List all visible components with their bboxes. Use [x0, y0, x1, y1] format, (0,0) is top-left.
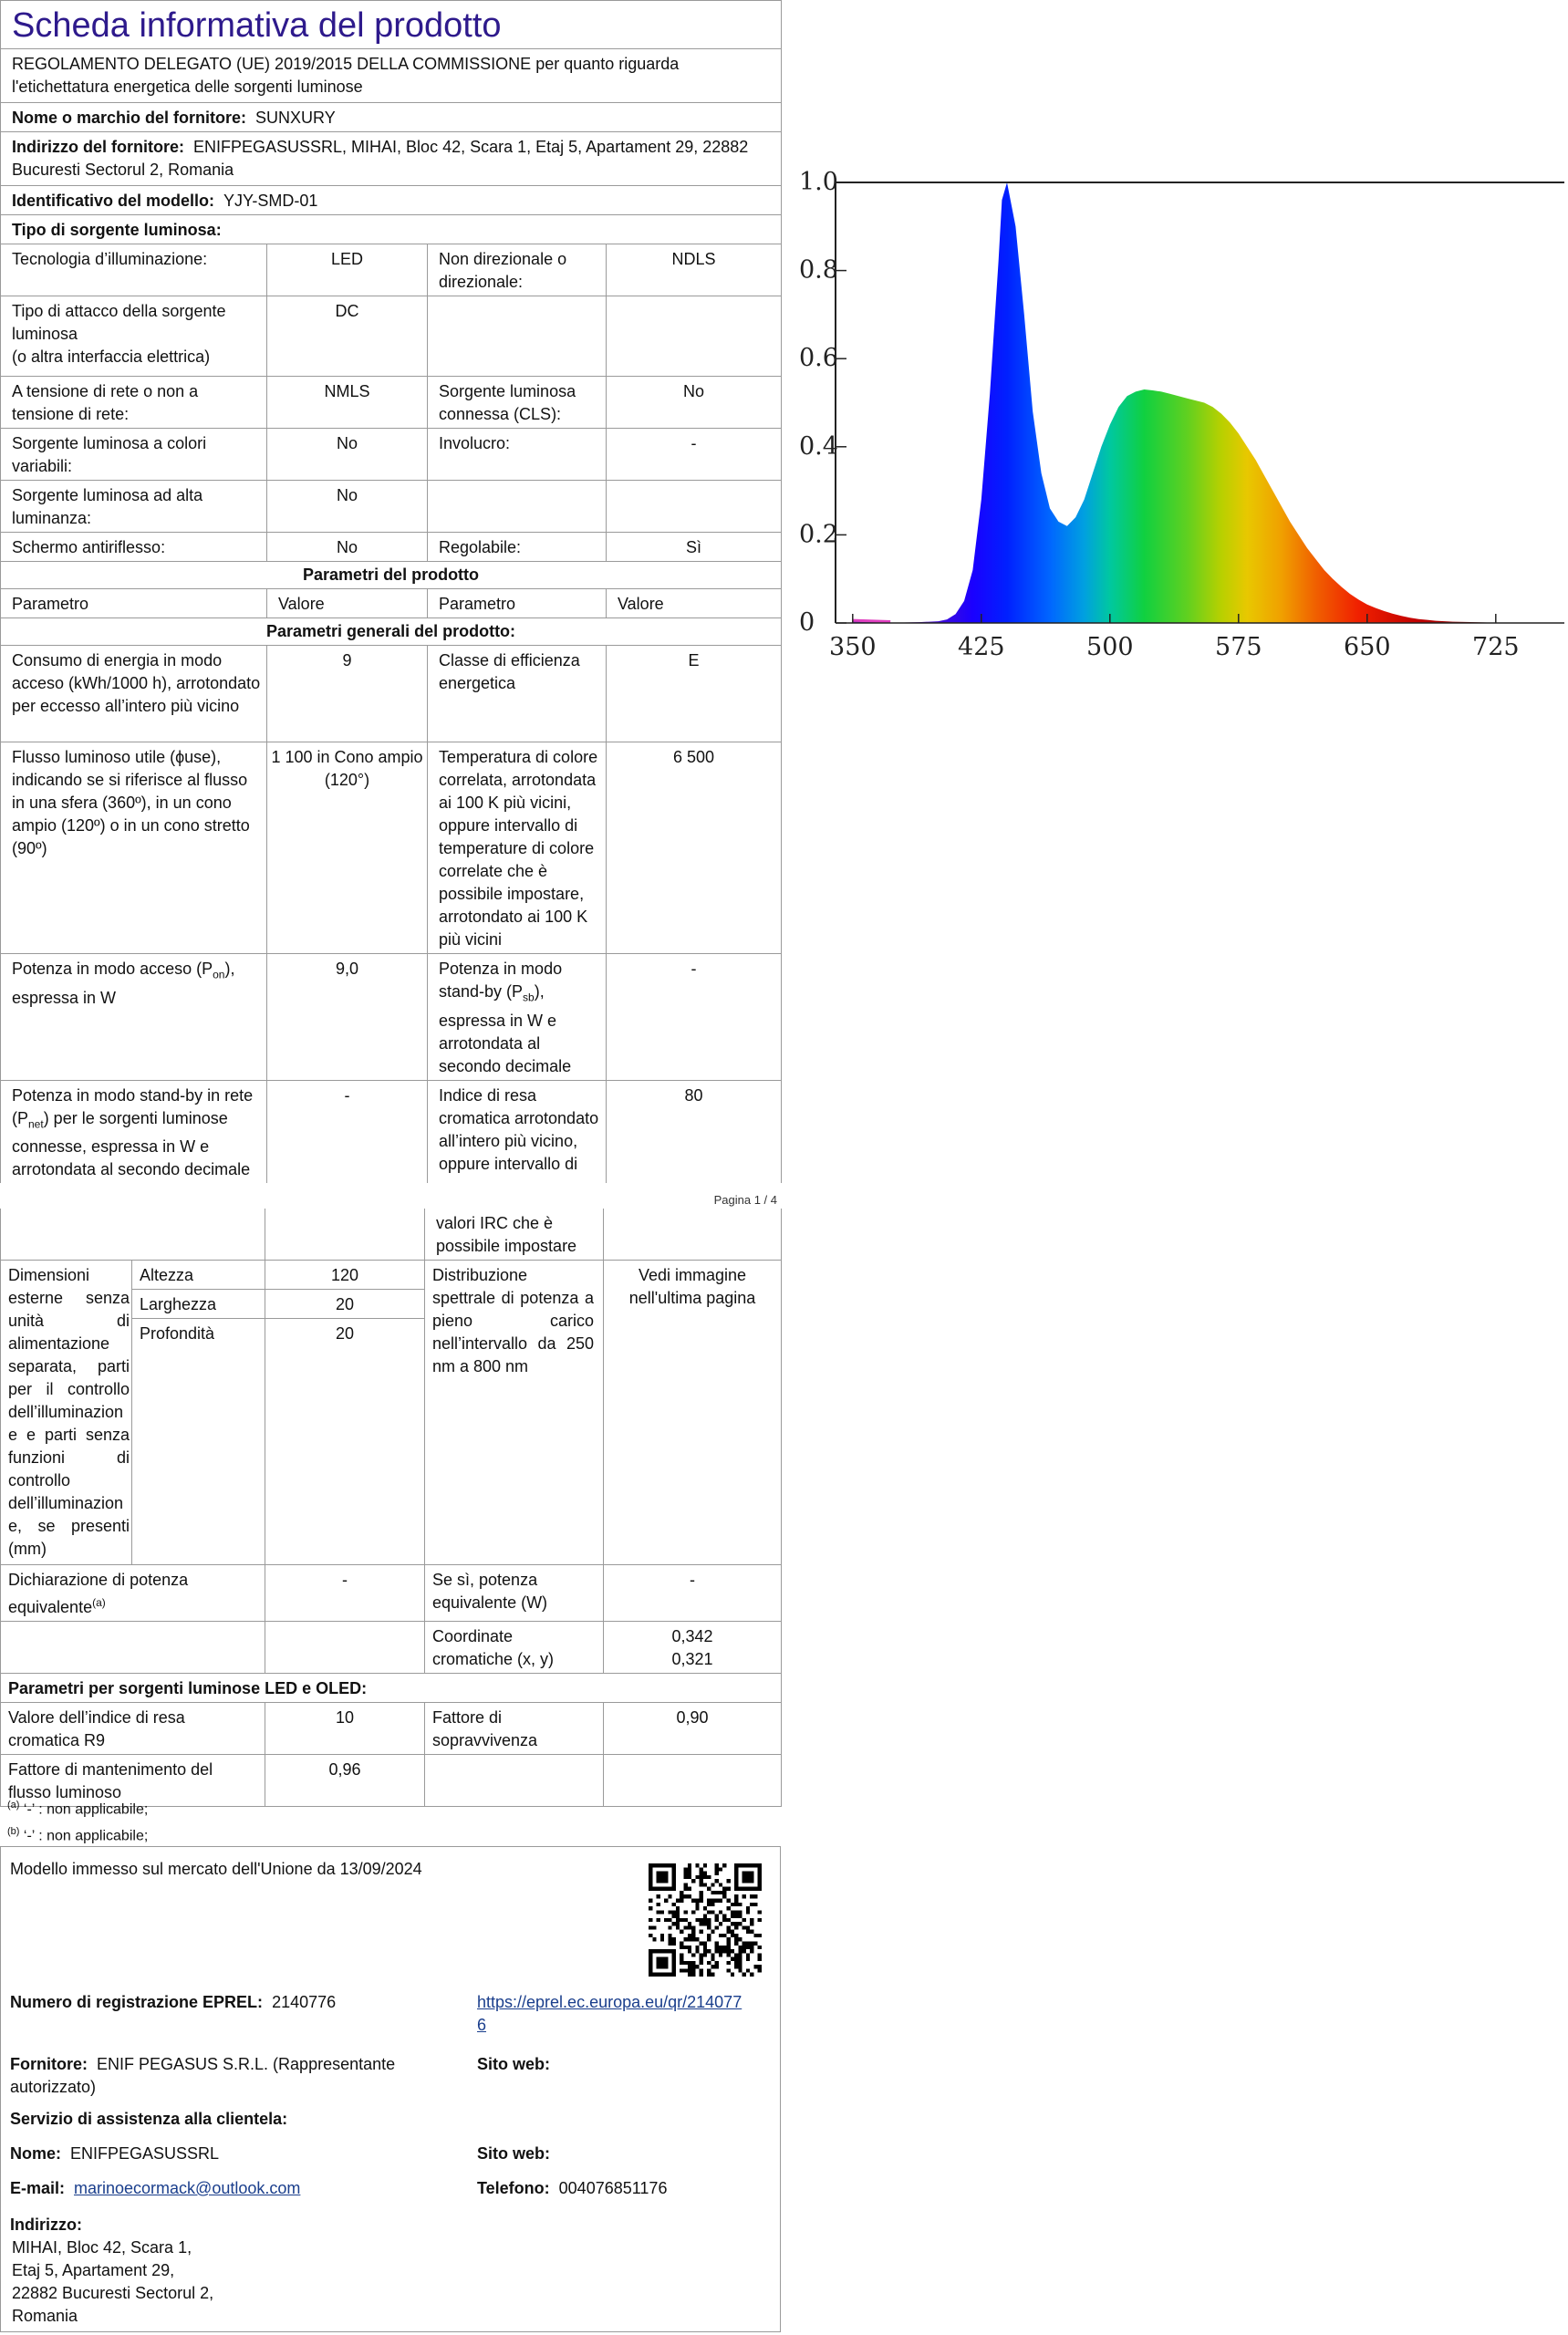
- ls-value: -: [607, 429, 782, 481]
- ls-label: Non direzionale o direzionale:: [428, 244, 607, 296]
- ls-label-sub: (o altra interfaccia elettrica): [12, 348, 211, 366]
- ls-label: Sorgente luminosa a colori variabili:: [1, 429, 267, 481]
- service-email: [10, 2177, 300, 2200]
- product-params-heading: Parametri del prodotto: [1, 562, 782, 589]
- page-title: Scheda informativa del prodotto: [1, 1, 782, 49]
- cri-label-bottom: valori IRC che è possibile impostare: [425, 1209, 604, 1261]
- ls-label: [428, 481, 607, 533]
- cri-value: 80: [607, 1080, 782, 1183]
- power-standby-sub: sb: [523, 991, 535, 1004]
- col-header-value: Valore: [267, 589, 428, 618]
- ls-value: Sì: [607, 533, 782, 562]
- service-address: [10, 2214, 213, 2328]
- depth-label: Profondità: [132, 1319, 265, 1565]
- service-phone: [477, 2177, 667, 2200]
- survival-factor-value: 0,90: [604, 1703, 782, 1755]
- ls-label: [428, 296, 607, 377]
- efficiency-class-value: E: [607, 646, 782, 742]
- footnote-b-text: ‘-’ : non applicabile;: [23, 1828, 149, 1844]
- light-source-heading: Tipo di sorgente luminosa:: [1, 215, 782, 244]
- chroma-y: 0,321: [671, 1650, 713, 1668]
- x-tick-label: 425: [958, 633, 1005, 661]
- address-line: 22882 Bucuresti Sectorul 2,: [12, 2284, 214, 2302]
- chroma-x: 0,342: [671, 1627, 713, 1645]
- height-value: 120: [265, 1261, 425, 1290]
- power-standby-label-b: ), espressa in W e arrotondata al secondo decimale: [439, 982, 572, 1075]
- power-on-value: 9,0: [267, 954, 428, 1081]
- cri-label-top: Indice di resa cromatica arrotondato all’intero più vicino, oppure intervallo di: [428, 1080, 607, 1183]
- luminous-flux-value: 1 100 in Cono ampio (120°): [267, 742, 428, 954]
- footnote-a-text: ‘-’ : non applicabile;: [23, 1801, 149, 1818]
- eprel-label: Numero di registrazione EPREL:: [10, 1993, 264, 2011]
- supplier-name-label: Nome o marchio del fornitore:: [12, 109, 247, 127]
- x-tick-label: 350: [829, 633, 877, 661]
- supplier-name-row: [1, 103, 782, 132]
- service-heading: [10, 2108, 296, 2131]
- service-heading-text: Servizio di assistenza alla clientela:: [10, 2110, 288, 2128]
- col-header-param: Parametro: [1, 589, 267, 618]
- flux-maintenance-value: 0,96: [265, 1755, 425, 1807]
- y-tick-label: 0.4: [799, 431, 838, 461]
- ls-value: [607, 296, 782, 377]
- width-value: 20: [265, 1290, 425, 1319]
- ls-label: [1, 296, 267, 377]
- equiv-power-label: [1, 1565, 265, 1622]
- model-id-label: Identificativo del modello:: [12, 192, 215, 210]
- r9-value: 10: [265, 1703, 425, 1755]
- empty-cell: [265, 1622, 425, 1674]
- power-standby-label: [428, 954, 607, 1081]
- flux-maintenance-label: Fattore di mantenimento del flusso luminoso: [1, 1755, 265, 1807]
- address-label: Indirizzo:: [10, 2216, 82, 2234]
- website-label: Sito web:: [477, 2055, 550, 2073]
- footer-supplier-label: Fornitore:: [10, 2055, 88, 2073]
- cri-continuation-spacer: [265, 1209, 425, 1261]
- email-label: E-mail:: [10, 2179, 66, 2197]
- power-net-label-b: ) per le sorgenti luminose connesse, espressa in W e arrotondata al secondo decimale: [12, 1108, 251, 1179]
- footer-supplier-value: ENIF PEGASUS S.R.L. (Rappresentante autorizzato): [10, 2055, 396, 2096]
- supplier-address-value: ENIFPEGASUSSRL, MIHAI, Bloc 42, Scara 1, Etaj 5, Apartament 29, 22882 Bucuresti Sectorul 2, Romania: [12, 138, 749, 179]
- luminous-flux-label: Flusso luminoso utile (ϕuse), indicando se si riferisce al flusso in una sfera (360º), in un cono ampio (120º) o in un cono stretto (90º): [1, 742, 267, 954]
- empty-cell: [1, 1622, 265, 1674]
- ls-label: Schermo antiriflesso:: [1, 533, 267, 562]
- footer-supplier: [10, 2053, 466, 2099]
- ls-label: Involucro:: [428, 429, 607, 481]
- survival-factor-label: Fattore di sopravvivenza: [425, 1703, 604, 1755]
- equiv-power-sup: (a): [92, 1596, 106, 1609]
- ls-value: No: [267, 429, 428, 481]
- address-line: Romania: [12, 2307, 78, 2325]
- power-on-label: [1, 954, 267, 1081]
- power-standby-value: -: [607, 954, 782, 1081]
- height-label: Altezza: [132, 1261, 265, 1290]
- footnote-a-sup: (a): [7, 1800, 20, 1811]
- cct-value: 6 500: [607, 742, 782, 954]
- y-tick-label: 1.0: [799, 168, 838, 196]
- spd-value: Vedi immagine nell'ultima pagina: [604, 1261, 782, 1565]
- y-tick-label: 0.2: [799, 520, 838, 549]
- footnote-b-sup: (b): [7, 1826, 20, 1837]
- phone-label: Telefono:: [477, 2179, 550, 2197]
- supplier-address-label: Indirizzo del fornitore:: [12, 138, 184, 156]
- model-id-value: YJY-SMD-01: [223, 192, 318, 210]
- model-id-row: [1, 186, 782, 215]
- email-link[interactable]: marinoecormack@outlook.com: [74, 2179, 301, 2197]
- ls-value: DC: [267, 296, 428, 377]
- regulation-text: REGOLAMENTO DELEGATO (UE) 2019/2015 DELLA COMMISSIONE per quanto riguarda l'etichettatura energetica delle sorgenti luminose: [1, 49, 782, 103]
- r9-label: Valore dell’indice di resa cromatica R9: [1, 1703, 265, 1755]
- spectrum-area: [853, 182, 1564, 623]
- empty-cell: [425, 1755, 604, 1807]
- power-net-standby-label: [1, 1080, 267, 1183]
- y-tick-label: 0: [799, 608, 815, 637]
- power-on-sub: on: [213, 968, 225, 981]
- x-tick-label: 725: [1472, 633, 1520, 661]
- ls-label: Regolabile:: [428, 533, 607, 562]
- service-name-value: ENIFPEGASUSSRL: [70, 2144, 220, 2163]
- eprel-number: [10, 1991, 336, 2014]
- depth-value: 20: [265, 1319, 425, 1565]
- ls-label: Tecnologia d’illuminazione:: [1, 244, 267, 296]
- qr-code-icon[interactable]: [649, 1863, 762, 1977]
- ls-label-main: Tipo di attacco della sorgente luminosa: [12, 302, 226, 343]
- ls-label: A tensione di rete o non a tensione di rete:: [1, 377, 267, 429]
- power-standby-label-a: Potenza in modo stand-by (P: [439, 960, 563, 1001]
- equiv-power-value: -: [265, 1565, 425, 1622]
- cri-continuation-spacer: [604, 1209, 782, 1261]
- footer-website-2: [477, 2143, 559, 2165]
- power-on-label-a: Potenza in modo acceso (P: [12, 960, 213, 978]
- ls-label: Sorgente luminosa connessa (CLS):: [428, 377, 607, 429]
- col-header-value: Valore: [607, 589, 782, 618]
- empty-cell: [604, 1755, 782, 1807]
- phone-value: 004076851176: [558, 2179, 668, 2197]
- x-tick-label: 500: [1086, 633, 1134, 661]
- ls-value: No: [267, 533, 428, 562]
- eprel-link[interactable]: https://eprel.ec.europa.eu/qr/2140776: [477, 1993, 742, 2034]
- sheet-table-page2: [0, 1209, 782, 1807]
- ls-label: Sorgente luminosa ad alta luminanza:: [1, 481, 267, 533]
- equiv-power-text: Dichiarazione di potenza equivalente: [8, 1571, 189, 1616]
- footnote-a: [7, 1793, 148, 1821]
- ls-value: LED: [267, 244, 428, 296]
- width-label: Larghezza: [132, 1290, 265, 1319]
- ls-value: No: [267, 481, 428, 533]
- website-label-2: Sito web:: [477, 2144, 550, 2163]
- ls-value: No: [607, 377, 782, 429]
- supplier-address-row: [1, 132, 782, 186]
- product-info-sheet-page2: [0, 1209, 781, 1807]
- product-info-sheet: [0, 0, 781, 1183]
- power-net-sub: net: [28, 1117, 44, 1131]
- address-line: MIHAI, Bloc 42, Scara 1,: [12, 2238, 192, 2257]
- general-params-heading: Parametri generali del prodotto:: [1, 618, 782, 646]
- y-tick-label: 0.8: [799, 255, 838, 285]
- efficiency-class-label: Classe di efficienza energetica: [428, 646, 607, 742]
- energy-consumption-value: 9: [267, 646, 428, 742]
- power-on-label-b: ), espressa in W: [12, 960, 235, 1007]
- col-header-param: Parametro: [428, 589, 607, 618]
- x-tick-label: 575: [1215, 633, 1262, 661]
- equiv-watt-value: -: [604, 1565, 782, 1622]
- footnote-b: [7, 1820, 148, 1848]
- chroma-values: [604, 1622, 782, 1674]
- energy-consumption-label: Consumo di energia in modo acceso (kWh/1000 h), arrotondato per eccesso all’intero più vicino: [1, 646, 267, 742]
- footer-box: [0, 1846, 781, 2332]
- page-break: [0, 1183, 781, 1209]
- page-number: Pagina 1 / 4: [713, 1193, 777, 1207]
- chroma-label: Coordinate cromatiche (x, y): [425, 1622, 604, 1674]
- spectral-distribution-chart: [784, 146, 1568, 775]
- footer-website-1: [477, 2053, 559, 2076]
- sheet-table-page1: [0, 0, 782, 1183]
- spd-label: Distribuzione spettrale di potenza a pieno carico nell’intervallo da 250 nm a 800 nm: [425, 1261, 604, 1565]
- ls-value: NDLS: [607, 244, 782, 296]
- equiv-watt-label: Se sì, potenza equivalente (W): [425, 1565, 604, 1622]
- ls-value: [607, 481, 782, 533]
- power-net-label-a: Potenza in modo stand-by in rete (P: [12, 1085, 254, 1127]
- market-date: Modello immesso sul mercato dell'Unione da 13/09/2024: [10, 1860, 422, 1878]
- ls-value: NMLS: [267, 377, 428, 429]
- service-name-label: Nome:: [10, 2144, 62, 2163]
- supplier-name-value: SUNXURY: [255, 109, 336, 127]
- cct-label: Temperatura di colore correlata, arrotondata ai 100 K più vicini, oppure intervallo di temperature di colore correlate che è possibile impostare, arrotondato ai 100 K più vicini: [428, 742, 607, 954]
- power-net-standby-value: -: [267, 1080, 428, 1183]
- led-params-heading: Parametri per sorgenti luminose LED e OLED:: [1, 1674, 782, 1703]
- service-name: [10, 2143, 219, 2165]
- y-tick-label: 0.6: [799, 344, 838, 373]
- x-tick-label: 650: [1344, 633, 1391, 661]
- cri-continuation-spacer: [1, 1209, 265, 1261]
- dimensions-label: Dimensioni esterne senza unità di alimentazione separata, parti per il controllo dell’illuminazione e parti senza funzioni di controllo dell’illuminazione, se presenti (mm): [1, 1261, 132, 1565]
- eprel-value: 2140776: [272, 1993, 337, 2011]
- uv-tail-line: [853, 620, 890, 621]
- address-line: Etaj 5, Apartament 29,: [12, 2261, 175, 2279]
